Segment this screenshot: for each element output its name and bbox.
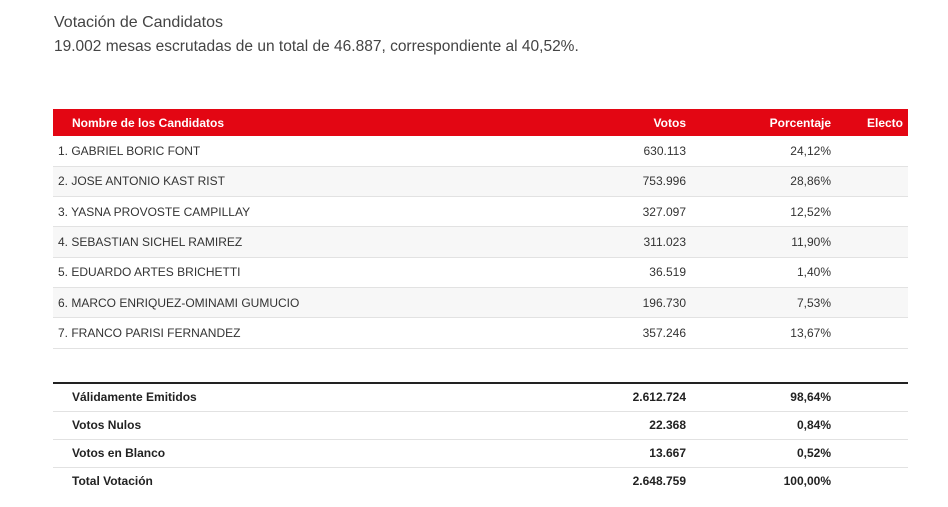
candidate-votes: 196.730 bbox=[642, 295, 686, 310]
candidate-name: 7. FRANCO PARISI FERNANDEZ bbox=[58, 325, 241, 340]
column-header-percent: Porcentaje bbox=[769, 115, 831, 130]
candidate-percent: 1,40% bbox=[796, 265, 831, 280]
candidate-votes: 357.246 bbox=[642, 325, 686, 340]
candidate-name: 2. JOSE ANTONIO KAST RIST bbox=[58, 174, 225, 189]
candidate-votes: 327.097 bbox=[642, 204, 686, 219]
candidate-elected bbox=[831, 318, 908, 348]
candidate-percent: 13,67% bbox=[790, 325, 831, 340]
totals-label: Válidamente Emitidos bbox=[72, 390, 197, 405]
totals-percent: 100,00% bbox=[783, 474, 831, 489]
totals-votes: 2.612.724 bbox=[632, 390, 686, 405]
column-header-name: Nombre de los Candidatos bbox=[72, 115, 225, 130]
totals-label: Total Votación bbox=[72, 474, 153, 489]
table-row bbox=[53, 197, 908, 227]
candidate-percent: 12,52% bbox=[790, 204, 831, 219]
totals-row bbox=[53, 467, 908, 495]
totals-label: Votos en Blanco bbox=[72, 446, 166, 460]
table-row bbox=[53, 318, 908, 348]
candidate-elected bbox=[831, 136, 908, 166]
totals-votes: 22.368 bbox=[649, 418, 686, 432]
totals-elected-cell bbox=[831, 467, 908, 495]
totals-row bbox=[53, 411, 908, 439]
candidate-elected bbox=[831, 166, 908, 196]
candidate-percent: 11,90% bbox=[791, 235, 831, 250]
candidate-name: 3. YASNA PROVOSTE CAMPILLAY bbox=[58, 204, 251, 219]
candidate-votes: 311.023 bbox=[643, 235, 686, 250]
totals-elected-cell bbox=[831, 411, 908, 439]
table-row bbox=[53, 166, 908, 196]
candidate-name: 1. GABRIEL BORIC FONT bbox=[58, 143, 201, 158]
totals-percent: 0,52% bbox=[796, 446, 831, 460]
totals-row bbox=[53, 439, 908, 467]
candidate-elected bbox=[831, 227, 908, 257]
candidates-table bbox=[53, 109, 908, 349]
candidate-votes: 630.113 bbox=[643, 143, 686, 158]
totals-elected-cell bbox=[831, 383, 908, 411]
candidate-name: 4. SEBASTIAN SICHEL RAMIREZ bbox=[58, 235, 243, 250]
totals-row bbox=[53, 383, 908, 411]
column-header-votes: Votos bbox=[653, 115, 686, 130]
candidate-elected bbox=[831, 257, 908, 287]
totals-table bbox=[53, 382, 908, 495]
candidate-name: 6. MARCO ENRIQUEZ-OMINAMI GUMUCIO bbox=[58, 295, 300, 310]
table-row bbox=[53, 257, 908, 287]
page-title: Votación de Candidatos bbox=[54, 14, 224, 31]
results-header bbox=[54, 12, 579, 58]
candidate-elected bbox=[831, 197, 908, 227]
candidate-votes: 36.519 bbox=[649, 265, 686, 280]
table-header-row bbox=[53, 109, 908, 136]
totals-percent: 98,64% bbox=[790, 390, 831, 405]
candidate-percent: 28,86% bbox=[790, 174, 831, 189]
table-row bbox=[53, 227, 908, 257]
totals-votes: 13.667 bbox=[649, 446, 686, 460]
candidate-percent: 7,53% bbox=[796, 295, 831, 310]
totals-elected-cell bbox=[831, 439, 908, 467]
candidate-name: 5. EDUARDO ARTES BRICHETTI bbox=[58, 265, 241, 280]
candidate-elected bbox=[831, 287, 908, 317]
candidate-percent: 24,12% bbox=[790, 143, 831, 158]
totals-label: Votos Nulos bbox=[72, 418, 142, 432]
table-row bbox=[53, 287, 908, 317]
totals-votes: 2.648.759 bbox=[632, 474, 686, 489]
totals-percent: 0,84% bbox=[796, 418, 831, 432]
column-header-elected: Electo bbox=[866, 115, 903, 130]
table-row bbox=[53, 136, 908, 166]
candidate-votes: 753.996 bbox=[642, 174, 686, 189]
page-subtitle: 19.002 mesas escrutadas de un total de 46.887, correspondiente al 40,52%. bbox=[54, 38, 579, 55]
